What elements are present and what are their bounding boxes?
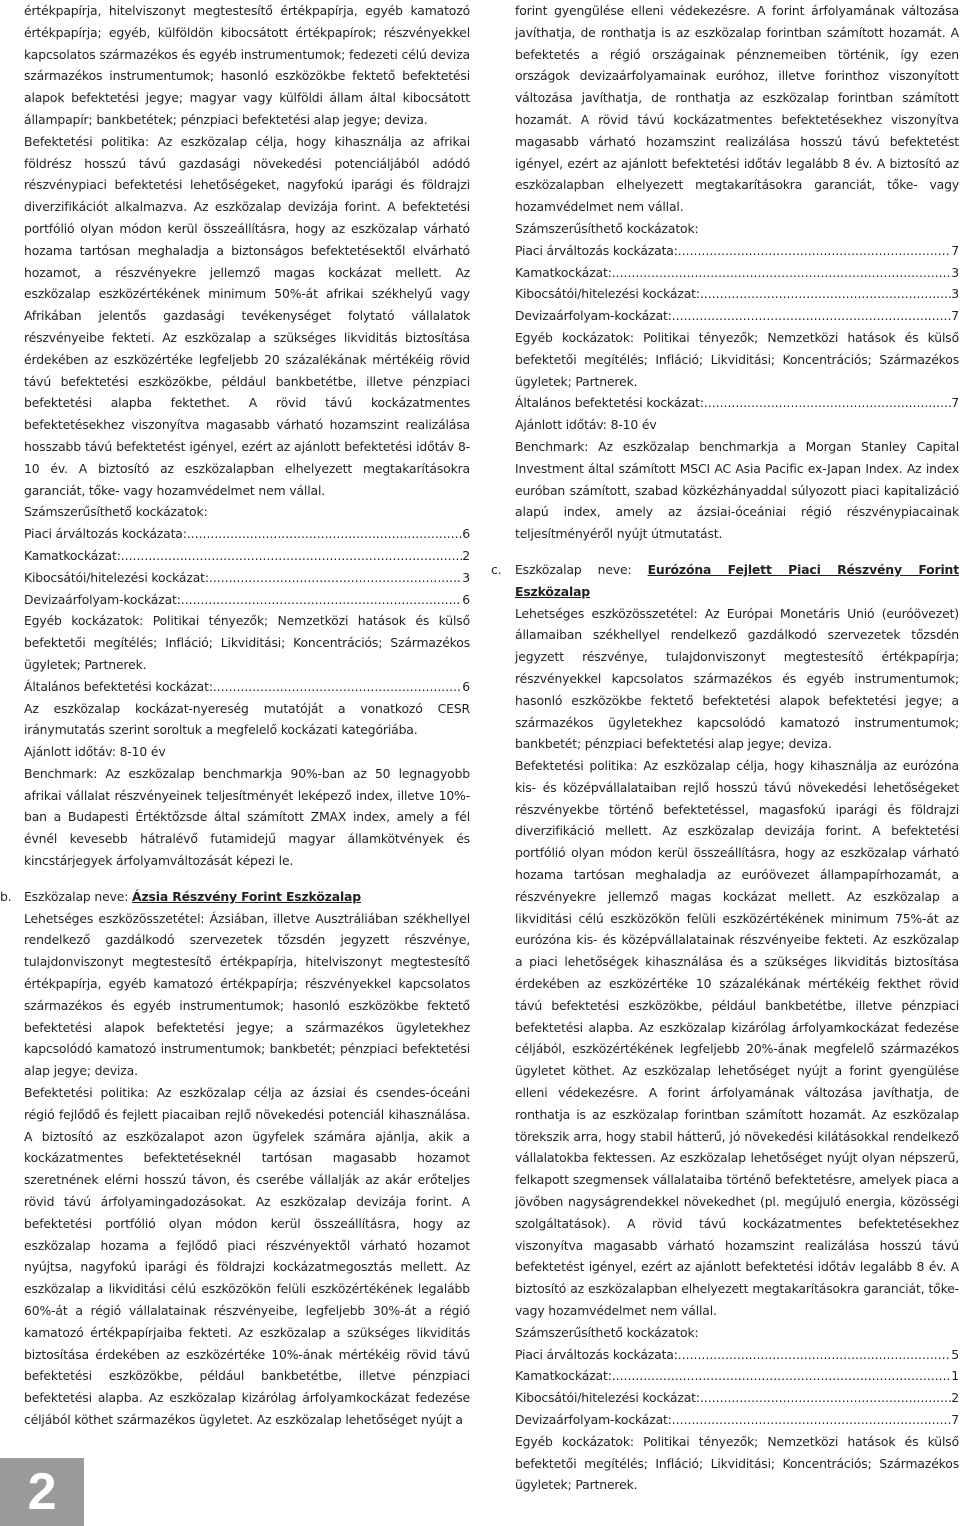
fund-c-name: Eurózóna Fejlett Piaci Részvény Forint Eszközalap [515,561,959,599]
fund-b-name-line [24,886,470,908]
dot-leader [612,262,952,284]
assets-label: Lehetséges eszközösszetétel: [24,910,205,926]
risk-row [24,589,470,611]
risk-label: Piaci árváltozás kockázata: [24,526,187,542]
dot-leader [187,523,463,545]
risk-row [515,305,959,327]
risk-row [24,523,470,545]
risk-list-c [515,1344,959,1431]
general-risk-b-row [515,392,959,414]
other-risks-label: Egyéb kockázatok: [515,1433,634,1449]
other-risks-paragraph [24,610,470,675]
fund-b-name: Ázsia Részvény Forint Eszközalap [132,888,361,904]
risk-value: 1 [951,1368,959,1384]
dot-leader [678,240,952,262]
risk-list [24,523,470,610]
risk-row [515,1365,959,1387]
dot-leader [672,1409,951,1431]
general-risk-label: Általános befektetési kockázat: [515,395,704,411]
other-risks-text: Politikai tényezők; Nemzetközi hatások és külső befektetői megítélés; Infláció; Likviditási; Koncentrációs; Származékos ügyletek; Partnerek. [515,329,959,389]
risk-row [24,567,470,589]
fund-c-policy-paragraph [515,755,959,1322]
dot-leader [672,305,951,327]
risk-value: 5 [951,1346,959,1362]
dot-leader [213,676,462,698]
risk-row [515,262,959,284]
fund-b-section [0,886,470,1431]
risk-value: 7 [951,308,959,324]
risk-label: Piaci árváltozás kockázata: [515,1346,678,1362]
dot-leader [700,1387,951,1409]
risk-label: Devizaárfolyam-kockázat: [515,1412,672,1427]
benchmark-label: Benchmark: [515,438,589,454]
horizon-b-line [515,414,959,436]
policy-paragraph [24,131,470,502]
left-column [0,0,471,1431]
fund-b-assets-text: Ázsiában, illetve Ausztráliában székhellyel rendelkező gazdálkodó szervezetek tőzsdén jegyzett részvénye, tulajdonviszonyt megtestesítő értékpapírja, hitelviszonyt megtestesítő értékpapírja, egyéb kamatozó értékpapírja; részvényekkel kapcsolatos származékos és egyéb instrumentumok; hasonló eszközökbe fektető befektetési alapok befektetési jegye; a származékos ügyletekhez kapcsolódó kamatozó instrumentumok; bankbetét; pénzpiaci befektetési alap jegye; deviza. [24,910,470,1079]
risk-label: Kibocsátói/hitelezési kockázat: [515,286,700,302]
fund-b-assets-paragraph [24,908,470,1082]
general-risk-row [24,676,470,698]
benchmark-label: Benchmark: [24,765,98,781]
other-risks-text: Politikai tényezők; Nemzetközi hatások és külső befektetői megítélés; Infláció; Likviditási; Koncentrációs; Származékos ügyletek; Partnerek. [24,613,471,672]
risk-row [515,1409,959,1431]
horizon-line [24,741,470,763]
risk-value: 7 [951,1412,959,1427]
risks-heading: Számszerűsíthető kockázatok: [24,504,208,520]
dot-leader [678,1344,952,1366]
dot-leader [700,283,951,305]
risk-row [515,1387,959,1409]
general-risk-value: 6 [462,678,470,694]
risks-heading-c: Számszerűsíthető kockázatok: [515,1324,699,1340]
risk-label: Kamatkockázat: [515,1368,612,1384]
fund-b-policy-continued: forint gyengülése elleni védekezésre. A forint árfolyamának változása javíthatja, de ronthatja is az eszközalap forintban számított hozamát. A befektetés a régió országainak pénznemeiben történik, így ezen országok devizaárfolyamainak euróhoz, illetve forinthoz viszonyított változása javíthatja, de ronthatja az eszközalap forintban számított hozamát. A rövid távú kockázatmentes befektetésekhez viszonyítva magasabb várható hozamszint realizálása hosszú távú befektetést igényel, ezért az ajánlott befektetési időtáv legalább 8 év. A biztosító az eszközalapban elhelyezett megtakarításokra garanciát, tőke- vagy hozamvédelmet nem vállal. [515,3,959,215]
dot-leader [121,545,463,567]
other-risks-b-paragraph [515,327,959,392]
dot-leader [181,589,462,611]
dot-leader [612,1365,952,1387]
risk-label: Piaci árváltozás kockázata: [515,242,678,258]
risk-label: Devizaárfolyam-kockázat: [515,308,672,324]
other-risks-text: Politikai tényezők; Nemzetközi hatások és külső befektetői megítélés; Infláció; Likviditási; Koncentrációs; Származékos ügyletek; Partnerek. [515,1433,959,1493]
risk-label: Kibocsátói/hitelezési kockázat: [515,1390,700,1406]
horizon-value: 8-10 év [606,417,657,433]
cesr-paragraph: Az eszközalap kockázat-nyereség mutatóját a vonatkozó CESR iránymutatás szerint soroltuk a megfelelő kockázati kategóriába. [24,700,470,738]
intro-paragraph: értékpapírja, hitelviszonyt megtestesítő értékpapírja, egyéb kamatozó értékpapírja; egyéb, külföldön kibocsátott értékpapírok; részvényekkel kapcsolatos származékos és egyéb instrumentumok; fedezeti célú deviza származékos instrumentumok; hasonló eszközökbe fektető befektetési alapok befektetési jegye; magyar vagy külföldi állam által kibocsátott állampapír; bankbetétek; pénzpiaci befektetési alap jegye; deviza. [24,3,470,127]
right-column [491,0,959,1496]
page-number: 2 [0,1458,84,1526]
risk-label: Kamatkockázat: [24,547,121,563]
horizon-label: Ajánlott időtáv: [515,417,607,433]
benchmark-text: Az eszközalap benchmarkja 90%-ban az 50 legnagyobb afrikai vállalat részvényeinek teljesítményét leképező index, illetve 10%-ban a Budapesti Értéktőzsde által számított ZMAX index, amely a fél évnél kevesebb hátralévő futamidejű magyar államkötvények és kincstárjegyek árfolyamváltozását képezi le. [24,765,470,869]
risk-value: 2 [951,1390,959,1406]
risk-label: Kamatkockázat: [515,264,612,280]
risk-value: 2 [462,547,470,563]
risk-value: 6 [462,591,470,607]
risk-value: 6 [462,526,470,542]
fund-b-policy-text: Az eszközalap célja az ázsiai és csendes-óceáni régió fejlődő és fejlett piacaiban rejlő növekedési potenciál kihasználása. A biztosító az eszközalapot azon ügyfelek számára ajánlja, akik a kockázatmentes befektetéseknél tartósan magasabb hozamot szeretnének elérni hosszú távon, és cserébe vállalják az akár erőteljes rövid távú árfolyamingadozásokat. Az eszközalap devizája forint. A befektetési portfólió olyan módon kerül összeállításra, hogy az eszközalap hozama a fejlődő piaci részvényektől várható hozamot nyújtsa, nagyfokú iparági és földrajzi kockázatmegosztás mellett. Az eszközalap a likviditási célú eszközökön felüli eszközértékének legalább 60%-át a régió vállalatainak részvényeibe, legfeljebb 30%-át a régió kamatozó értékpapírjaiba fekteti. Az eszközalap a szükséges likviditás biztosítása érdekében az eszközértéke 10%-ának mértékéig rövid távú befektetési eszközökbe, például bankbetétbe, illetve pénzpiaci befektetési alapba. Az eszközalap kizárólag árfolyamkockázat fedezése céljából köthet származékos ügyletet. Az eszközalap lehetőséget nyújt a [24,1085,470,1427]
fund-c-assets-paragraph [515,603,959,756]
fund-c-policy-text: Az eszközalap célja, hogy kihasználja az eurózóna kis- és középvállalataiban rejlő hosszú távú növekedési lehetőségeket részvényekbe történő befektetéssel, magasfokú iparági és földrajzi diverzifikáció mellett. Az eszközalap devizája forint. A befektetési portfólió olyan módon kerül összeállításra, hogy az eszközalap várható hozama tartósan meghaladja az euróövezet állampapírhozamát, a részvényekre jellemző magas kockázat mellett. Az eszközalap a likviditási célú eszközökön felüli eszközértékének minimum 75%-át az eurózóna kis- és középvállalatainak részvényeibe fekteti. Az eszközalap a piaci lehetőségek kihasználása és a szükséges likviditás biztosítása érdekében az eszközértéke 10 százalékának mértékéig fekthet rövid távú befektetési eszközökbe, például bankbetétbe, illetve pénzpiaci befektetési alapba. Az eszközalap kizárólag árfolyamkockázat fedezése céljából, eszközértékének legfeljebb 20%-ának megfelelő származékos ügyletet köthet. Az eszközalap lehetőséget nyújt a forint gyengülése elleni védekezésre. A forint árfolyamának változása javíthatja, de ronthatja is az eszközalap forintban számított hozamát. Az eszközalap törekszik arra, hogy stabil hátterű, jó növekedési kilátásokkal rendelkező vállalatokba fektessen. Az eszközalap lehetőséget nyújt olyan népszerű, felkapott szegmensek vállalataiba történő befektetésre, amelyek piaca a jövőben nagyságrendekkel növekedhet (pl. megújuló energia, közösségi szolgáltatások). A rövid távú kockázatmentes befektetésekhez viszonyítva magasabb várható hozamszint realizálása hosszú távú befektetést igényel, ezért az ajánlott befektetési időtáv legalább 8 év. A biztosító az eszközalapban elhelyezett megtakarításokra garanciát, tőke- vagy hozamvédelmet nem vállal. [515,758,959,1319]
general-risk-label: Általános befektetési kockázat: [24,678,213,694]
fund-name-label: Eszközalap neve: [24,888,133,904]
benchmark-b-paragraph [515,436,959,545]
risk-row [515,1344,959,1366]
policy-text: Az eszközalap célja, hogy kihasználja az afrikai földrész hosszú távú gazdasági növekedési potenciáljából adódó részvénypiaci befektetési lehetőségeket, nagyfokú iparági és földrajzi diverzifikációt alkalmazva. Az eszközalap devizája forint. A befektetési portfólió olyan módon kerül összeállításra, hogy az eszközalap várható hozama tartósan meghaladja a biztonságos befektetésektől elvárható hozamot, a részvényekre jellemző magas kockázat mellett. Az eszközalap eszközértékének minimum 50%-át afrikai székhelyű vagy Afrikában jelentős gazdasági tevékenységet folytató vállalatok részvényeibe fekteti. Az eszközalap a szükséges likviditás biztosítása érdekében az eszközértéke legfeljebb 20 százalékának mértékéig rövid távú befektetési eszközökbe, például bankbetétbe, illetve pénzpiaci befektetési alapba fektethet. A rövid távú kockázatmentes befektetésekhez viszonyítva magasabb várható hozamszint realizálása hosszabb távú befektetést igényel, ezért az ajánlott befektetési időtáv 8-10 év. A biztosító az eszközalapban elhelyezett megtakarításokra garanciát, tőke- vagy hozamvédelmet nem vállal. [24,133,471,498]
fund-c-section [491,559,959,1496]
benchmark-paragraph [24,763,470,872]
fund-name-label: Eszközalap neve: [515,561,648,577]
dot-leader [704,392,951,414]
risk-label: Devizaárfolyam-kockázat: [24,591,181,607]
risk-label: Kibocsátói/hitelezési kockázat: [24,569,209,585]
risk-value: 3 [951,286,959,302]
risk-row [515,283,959,305]
general-risk-value: 7 [951,395,959,411]
other-risks-label: Egyéb kockázatok: [24,613,144,629]
other-risks-c-paragraph [515,1431,959,1496]
fund-c-name-line [515,559,959,603]
fund-c-letter: c. [491,561,502,577]
risk-list-b [515,240,959,327]
risks-heading-b: Számszerűsíthető kockázatok: [515,220,699,236]
risk-value: 3 [951,264,959,280]
risk-value: 3 [462,569,470,585]
fund-b-policy-label: Befektetési politika: [24,1085,149,1101]
risk-row [24,545,470,567]
fund-c-policy-label: Befektetési politika: [515,758,638,774]
other-risks-label: Egyéb kockázatok: [515,329,634,345]
benchmark-text: Az eszközalap benchmarkja a Morgan Stanley Capital Investment által számított MSCI AC Asia Pacific ex-Japan Index. Az index euróban számított, szabad közkézhányaddal súlyozott piaci kapitalizáció alapú index, amely az ázsiai-óceániai régió részvénypiacainak teljesítményéről nyújt útmutatást. [515,438,959,542]
fund-b-policy-paragraph [24,1082,470,1431]
fund-b-letter: b. [0,888,12,904]
horizon-label: Ajánlott időtáv: [24,744,116,760]
fund-c-assets-text: Az Európai Monetáris Unió (euróövezet) államaiban székhellyel rendelkező gazdálkodó szervezetek tőzsdén jegyzett részvénye, tulajdonviszonyt megtestesítő értékpapírja; részvényekkel kapcsolatos származékos és egyéb instrumentumok; hasonló eszközökbe fektető befektetési alapok befektetési jegye; a származékos ügyletekhez kapcsolódó kamatozó instrumentumok; bankbetét; pénzpiaci befektetési alap jegye; deviza. [515,605,959,752]
assets-label: Lehetséges eszközösszetétel: [515,605,698,621]
dot-leader [209,567,462,589]
horizon-value: 8-10 év [115,744,166,760]
risk-row [515,240,959,262]
risk-value: 7 [951,242,959,258]
policy-label: Befektetési politika: [24,133,149,149]
